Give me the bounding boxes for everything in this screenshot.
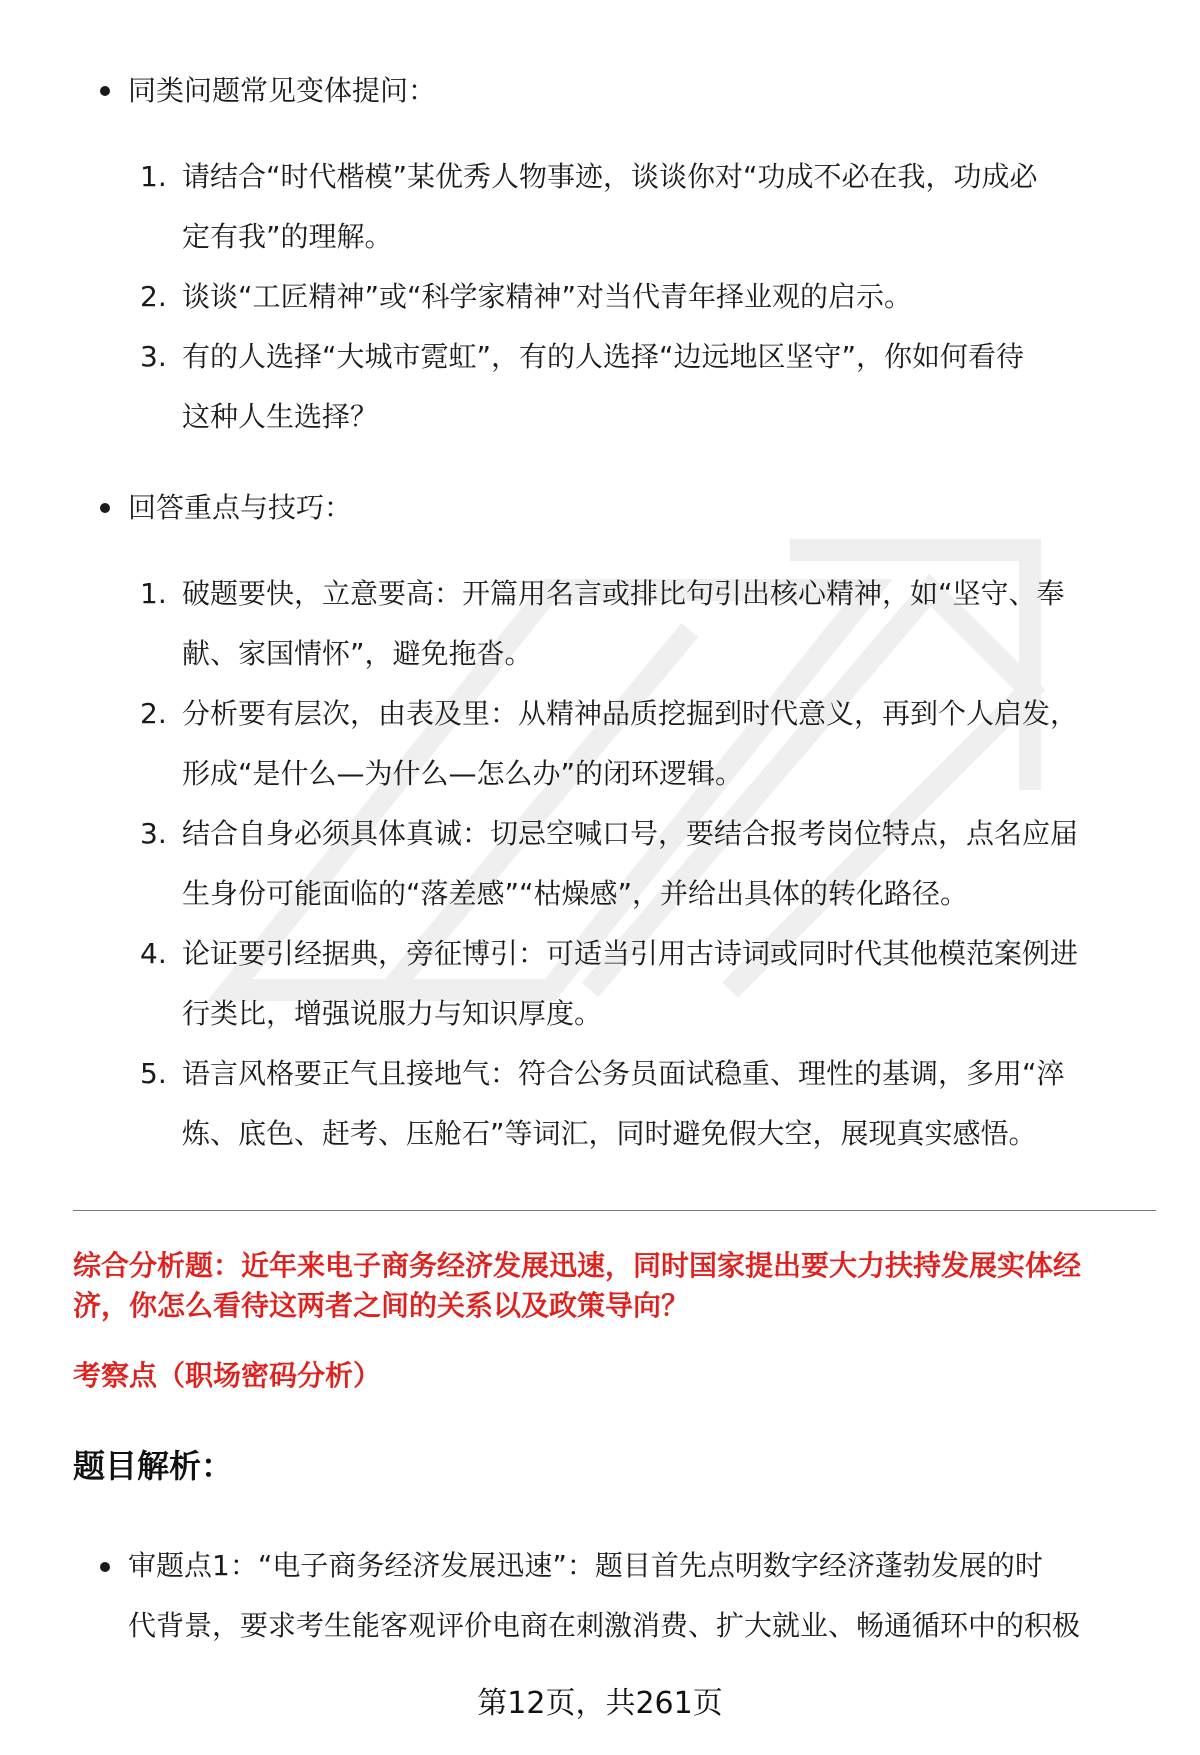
- list-text: 行类比，增强说服力与知识厚度。: [182, 997, 603, 1030]
- question-title: [73, 1246, 1153, 1326]
- list-number: 3.: [140, 340, 167, 373]
- list-number: 4.: [140, 937, 167, 970]
- list-text: 分析要有层次，由表及里：从精神品质挖掘到时代意义，再到个人启发，: [182, 697, 1079, 730]
- analysis-line: 代背景，要求考生能客观评价电商在刺激消费、扩大就业、畅通循环中的积极: [128, 1609, 1081, 1642]
- list-text: 结合自身必须具体真诚：切忌空喊口号，要结合报考岗位特点，点名应届: [182, 817, 1079, 850]
- question-focus: 考察点（职场密码分析）: [73, 1359, 382, 1392]
- list-text: 谈谈“工匠精神”或“科学家精神”对当代青年择业观的启示。: [182, 280, 913, 313]
- variants-heading: 同类问题常见变体提问：: [128, 74, 437, 107]
- list-text: 形成“是什么—为什么—怎么办”的闭环逻辑。: [182, 757, 744, 790]
- list-text: 有的人选择“大城市霓虹”，有的人选择“边远地区坚守”，你如何看待: [182, 340, 1025, 373]
- list-number: 2.: [140, 697, 167, 730]
- list-number: 5.: [140, 1057, 167, 1090]
- list-text: 生身份可能面临的“落差感”“枯燥感”，并给出具体的转化路径。: [182, 877, 969, 910]
- list-number: 1.: [140, 160, 167, 193]
- list-number: 2.: [140, 280, 167, 313]
- list-number: 1.: [140, 577, 167, 610]
- bullet-icon: [100, 503, 110, 513]
- list-number: 3.: [140, 817, 167, 850]
- list-text: 献、家国情怀”，避免拖沓。: [182, 637, 533, 670]
- list-text: 论证要引经据典，旁征博引：可适当引用古诗词或同时代其他模范案例进: [182, 937, 1079, 970]
- bullet-icon: [100, 86, 110, 96]
- question-line: 济，你怎么看待这两者之间的关系以及政策导向？: [73, 1289, 690, 1322]
- page-number: 第12页，共261页: [477, 1686, 723, 1721]
- list-text: 破题要快，立意要高：开篇用名言或排比句引出核心精神，如“坚守、奉: [182, 577, 1065, 610]
- analysis-line: 审题点1：“电子商务经济发展迅速”：题目首先点明数字经济蓬勃发展的时: [128, 1549, 1043, 1582]
- bullet-icon: [100, 1562, 110, 1572]
- list-text: 炼、底色、赶考、压舱石”等词汇，同时避免假大空，展现真实感悟。: [182, 1117, 1037, 1150]
- analysis-title: 题目解析：: [73, 1447, 234, 1485]
- analysis-point: [128, 1536, 1148, 1656]
- list-text: 定有我”的理解。: [182, 220, 393, 253]
- tips-heading: 回答重点与技巧：: [128, 491, 353, 524]
- question-line: 综合分析题：近年来电子商务经济发展迅速，同时国家提出要大力扶持发展实体经: [73, 1249, 1082, 1282]
- list-text: 语言风格要正气且接地气：符合公务员面试稳重、理性的基调，多用“淬: [182, 1057, 1065, 1090]
- section-divider: [73, 1210, 1156, 1211]
- list-text: 请结合“时代楷模”某优秀人物事迹，谈谈你对“功成不必在我，功成必: [182, 160, 1038, 193]
- list-text: 这种人生选择？: [182, 400, 379, 433]
